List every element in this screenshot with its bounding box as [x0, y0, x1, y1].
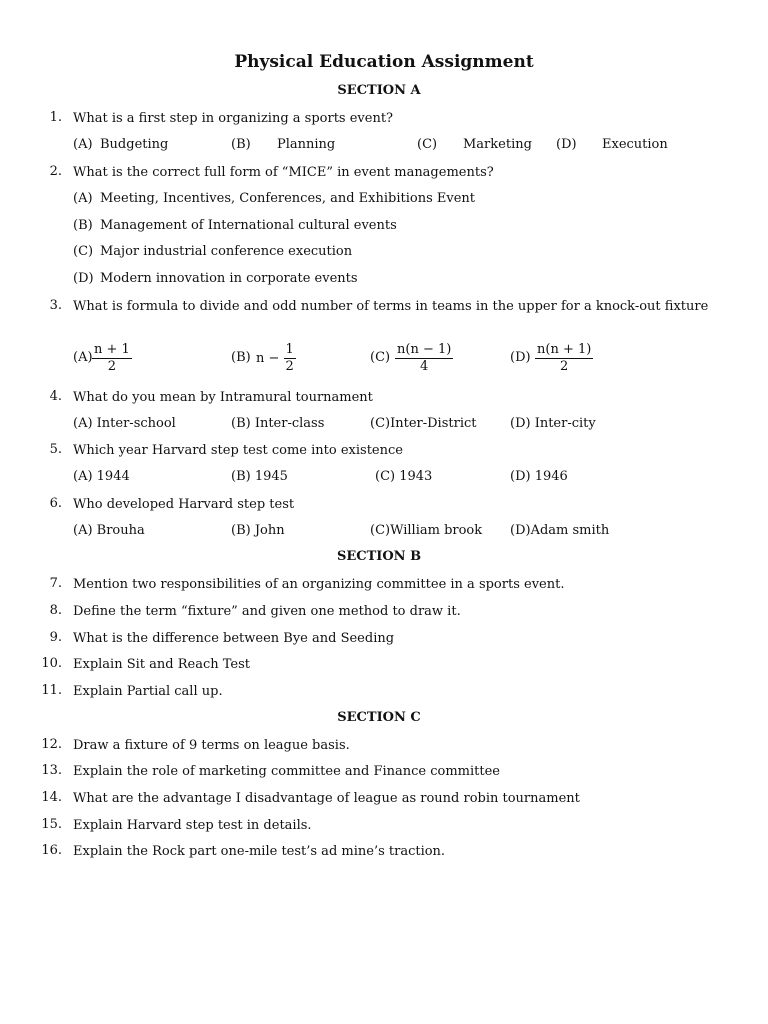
option: (C) 1943 — [375, 469, 433, 484]
formula-option-b — [256, 342, 296, 375]
question-text: Explain the role of marketing committee and Finance committee — [73, 764, 501, 779]
option: (D)Adam smith — [510, 523, 610, 538]
option-label: (B) — [73, 218, 93, 233]
fraction — [395, 342, 453, 375]
option: (C)William brook — [370, 523, 483, 538]
fraction-denominator: 2 — [285, 359, 294, 374]
question-text: What is the correct full form of “MICE” in event managements? — [73, 165, 494, 180]
option: (A) 1944 — [73, 469, 130, 484]
option-text: Marketing — [463, 137, 532, 152]
question-number: 5. — [49, 442, 62, 457]
option-label: (A) — [73, 191, 93, 206]
fraction-denominator: 2 — [560, 359, 569, 374]
option: (B) Inter-class — [231, 416, 325, 431]
option: (B) John — [231, 523, 285, 538]
fraction-denominator: 4 — [420, 359, 429, 374]
page-title: Physical Education Assignment — [234, 52, 534, 72]
option-text: Meeting, Incentives, Conferences, and Exhibitions Event — [100, 191, 476, 206]
fraction-denominator: 2 — [107, 359, 117, 374]
option-text: Major industrial conference execution — [100, 244, 353, 259]
question-text: What do you mean by Intramural tournament — [73, 390, 373, 405]
formula-option-d — [535, 342, 593, 375]
question-text: What are the advantage I disadvantage of league as round robin tournament — [73, 791, 580, 806]
option: (A) Brouha — [73, 523, 145, 538]
question-text: Mention two responsibilities of an organizing committee in a sports event. — [73, 577, 565, 592]
option-label: (D) — [556, 137, 577, 152]
option-text: Management of International cultural events — [100, 218, 397, 233]
question-number: 16. — [41, 843, 62, 858]
question-text: What is formula to divide and odd number of terms in teams in the upper for a knock-out fixture — [73, 299, 709, 314]
option-text: Modern innovation in corporate events — [100, 271, 358, 286]
fraction-numerator: 1 — [285, 342, 294, 357]
question-text: Explain the Rock part one-mile test’s ad mine’s traction. — [73, 844, 446, 859]
option-label: (D) — [510, 350, 531, 365]
fraction — [92, 342, 132, 375]
option-text: Budgeting — [100, 137, 169, 152]
option: (B) 1945 — [231, 469, 288, 484]
question-number: 9. — [49, 630, 62, 645]
formula-prefix: n − — [256, 351, 280, 366]
question-text: Which year Harvard step test come into existence — [73, 443, 403, 458]
question-number: 2. — [49, 164, 62, 179]
option: (D) Inter-city — [510, 416, 596, 431]
question-number: 14. — [41, 790, 62, 805]
option-label: (C) — [370, 350, 391, 365]
question-text: What is the difference between Bye and Seeding — [73, 631, 395, 646]
option-label: (D) — [73, 271, 94, 286]
question-number: 11. — [41, 683, 62, 698]
fraction-numerator: n(n − 1) — [397, 342, 452, 357]
question-number: 3. — [49, 298, 62, 313]
question-number: 1. — [49, 110, 62, 125]
formula-option-a — [92, 342, 132, 375]
option-label: (B) — [231, 350, 251, 365]
formula-option-c — [395, 342, 453, 375]
section-b-heading: SECTION B — [336, 549, 422, 564]
question-number: 4. — [49, 389, 62, 404]
option: (A) Inter-school — [73, 416, 176, 431]
question-number: 8. — [49, 603, 62, 618]
option: (D) 1946 — [510, 469, 568, 484]
question-text: Who developed Harvard step test — [73, 497, 295, 512]
question-number: 7. — [49, 576, 62, 591]
question-text: Draw a fixture of 9 terms on league basis. — [73, 738, 350, 753]
option-label: (A) — [73, 137, 93, 152]
question-text: Explain Partial call up. — [73, 684, 223, 699]
fraction — [535, 342, 593, 375]
question-number: 13. — [41, 763, 62, 778]
option-label: (C) — [417, 137, 438, 152]
option-text: Planning — [277, 137, 336, 152]
question-number: 10. — [41, 656, 62, 671]
question-text: What is a first step in organizing a sports event? — [73, 111, 394, 126]
option-label: (B) — [231, 137, 251, 152]
question-text: Define the term “fixture” and given one method to draw it. — [73, 604, 461, 619]
fraction — [284, 342, 296, 375]
question-text: Explain Harvard step test in details. — [73, 818, 312, 833]
fraction-numerator: n + 1 — [94, 342, 130, 357]
option-text: Execution — [602, 137, 668, 152]
question-number: 15. — [41, 817, 62, 832]
section-c-heading: SECTION C — [337, 710, 421, 725]
option-label: (C) — [73, 244, 94, 259]
fraction-numerator: n(n + 1) — [537, 342, 592, 357]
question-text: Explain Sit and Reach Test — [73, 657, 250, 672]
option: (C)Inter-District — [370, 416, 477, 431]
section-a-heading: SECTION A — [337, 83, 421, 98]
question-number: 12. — [41, 737, 62, 752]
question-number: 6. — [49, 496, 62, 511]
option-label: (A) — [73, 350, 93, 365]
